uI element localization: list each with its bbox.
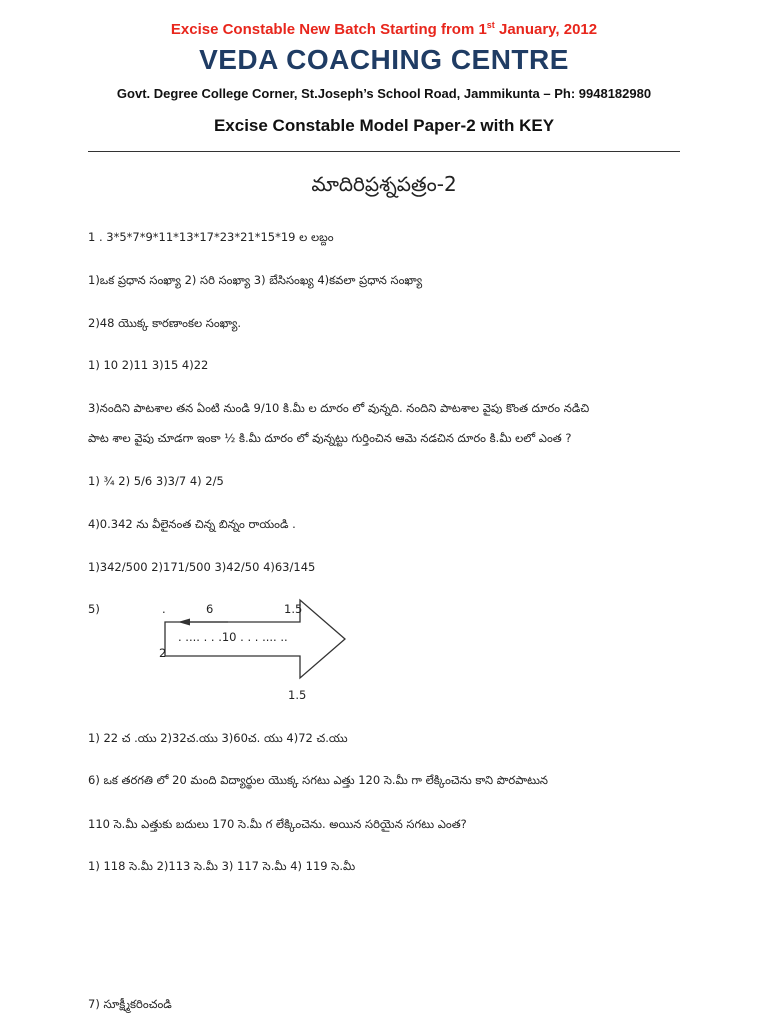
figure-head-top-label: 1.5 bbox=[284, 602, 303, 616]
question-1-options: 1)ఒక ప్రధాన సంఖ్యా 2) సరి సంఖ్యా 3) బేసిసంఖ్య 4)కవలా ప్రధాన సంఖ్యా bbox=[88, 273, 423, 287]
question-2: 2)48 యొక్క కారణాంకల సంఖ్యా. bbox=[88, 316, 241, 330]
arrow-figure bbox=[150, 598, 360, 710]
figure-top-label: 6 bbox=[206, 602, 214, 616]
banner-superscript: st bbox=[486, 20, 495, 30]
figure-left-label: 2 bbox=[159, 646, 167, 660]
question-5: 5) bbox=[88, 602, 100, 616]
question-6-line-2: 110 సె.మీ ఎత్తుకు బదులు 170 సె.మీ గ లేక్కించెను. అయిన సరియైన సగటు ఎంత? bbox=[88, 817, 467, 831]
figure-dot-label: . bbox=[162, 602, 166, 616]
address-line: Govt. Degree College Corner, St.Joseph’s School Road, Jammikunta – Ph: 9948182980 bbox=[116, 86, 652, 101]
dimension-arrowhead bbox=[178, 619, 190, 626]
batch-banner bbox=[0, 20, 768, 38]
question-7: 7) సూక్ష్మీకరించండి bbox=[88, 997, 172, 1011]
banner-prefix: Excise Constable New Batch Starting from 1 bbox=[170, 21, 487, 38]
header-divider bbox=[88, 151, 680, 152]
question-5-options: 1) 22 చ .యు 2)32చ.యు 3)60చ. యు 4)72 చ.యు bbox=[88, 731, 348, 745]
banner-suffix: January, 2012 bbox=[494, 21, 598, 38]
question-4-options: 1)342/500 2)171/500 3)42/50 4)63/145 bbox=[88, 560, 316, 574]
question-3-line-1: 3)నందిని పాటశాల తన ఏంటి నుండి 9/10 కి.మీ ల దూరం లో వున్నది. నందిని పాటశాల వైపు కొంత దూరం నడిచి bbox=[88, 401, 590, 415]
arrow-shape bbox=[150, 598, 360, 710]
question-3-line-2: పాట శాల వైపు చూడగా ఇంకా ½ కి.మీ దూరం లో వున్నట్టు గుర్తించిన ఆమె నడచిన దూరం కి.మీ లలో ఎంత ? bbox=[88, 431, 572, 445]
telugu-title: మాదిరిప్రశ్నపత్రం-2 bbox=[311, 172, 457, 196]
question-6-line-1: 6) ఒక తరగతి లో 20 మంది విద్యార్థుల యొక్క సగటు ఎత్తు 120 సె.మీ గా లేక్కించెను కాని పొరపాటున bbox=[88, 773, 549, 787]
question-6-options: 1) 118 సె.మీ 2)113 సె.మీ 3) 117 సె.మీ 4) 119 సె.మీ bbox=[88, 859, 356, 873]
question-2-options: 1) 10 2)11 3)15 4)22 bbox=[88, 358, 209, 372]
figure-head-bottom-label: 1.5 bbox=[288, 688, 307, 702]
org-name: VEDA COACHING CENTRE bbox=[199, 44, 569, 75]
paper-title: Excise Constable Model Paper-2 with KEY bbox=[213, 116, 555, 135]
figure-inner-label: . .... . . .10 . . . .... .. bbox=[178, 630, 288, 644]
question-1: 1 . 3*5*7*9*11*13*17*23*21*15*19 ల లబ్దం bbox=[88, 230, 334, 244]
question-3-options: 1) ¾ 2) 5/6 3)3/7 4) 2/5 bbox=[88, 474, 224, 488]
question-4: 4)0.342 ను వీలైనంత చిన్న బిన్నం రాయండి . bbox=[88, 517, 296, 531]
